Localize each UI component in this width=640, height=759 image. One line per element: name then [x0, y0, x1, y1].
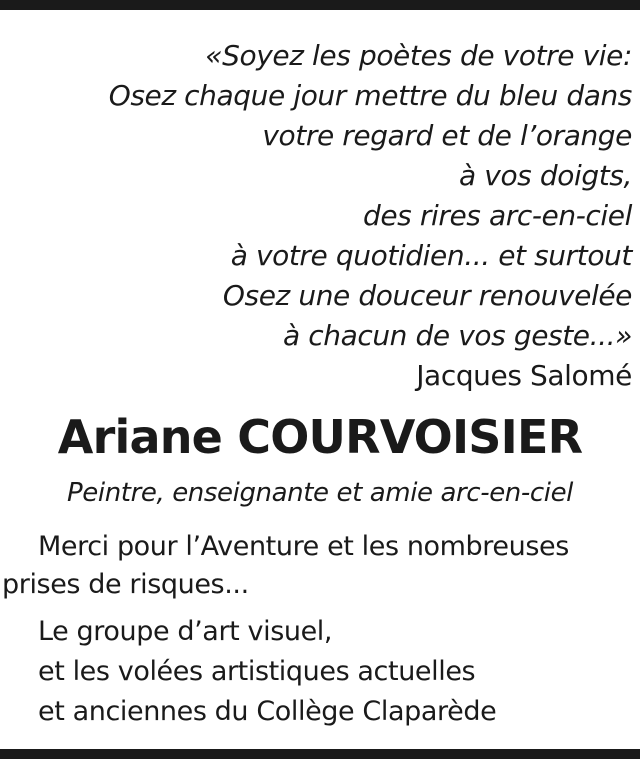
bottom-border-rule: [0, 749, 640, 759]
quote-line: Osez une douceur renouvelée: [222, 279, 632, 312]
signature-block: [0, 612, 640, 732]
quote-author: Jacques Salomé: [416, 359, 632, 392]
signature-line: et les volées artistiques actuelles: [38, 656, 476, 687]
quote-line: à votre quotidien... et surtout: [230, 239, 632, 272]
message-line: prises de risques...: [2, 569, 249, 600]
quote-line: Osez chaque jour mettre du bleu dans: [108, 79, 632, 112]
quote-line: des rires arc-en-ciel: [362, 199, 632, 232]
top-border-rule: [0, 0, 640, 10]
quote-line: à chacun de vos geste...»: [282, 319, 632, 352]
signature-line: Le groupe d’art visuel,: [38, 616, 333, 647]
quote-line: à vos doigts,: [459, 159, 632, 192]
quote-line: «Soyez les poètes de votre vie:: [205, 39, 632, 72]
deceased-description: Peintre, enseignante et amie arc-en-ciel: [67, 478, 573, 508]
deceased-name: Ariane COURVOISIER: [57, 410, 583, 464]
thanks-message: [0, 528, 640, 604]
quote-line: votre regard et de l’orange: [262, 119, 632, 152]
epigraph-quote: [12, 36, 632, 356]
signature-line: et anciennes du Collège Claparède: [38, 696, 497, 727]
message-line: Merci pour l’Aventure et les nombreuses: [38, 531, 569, 562]
